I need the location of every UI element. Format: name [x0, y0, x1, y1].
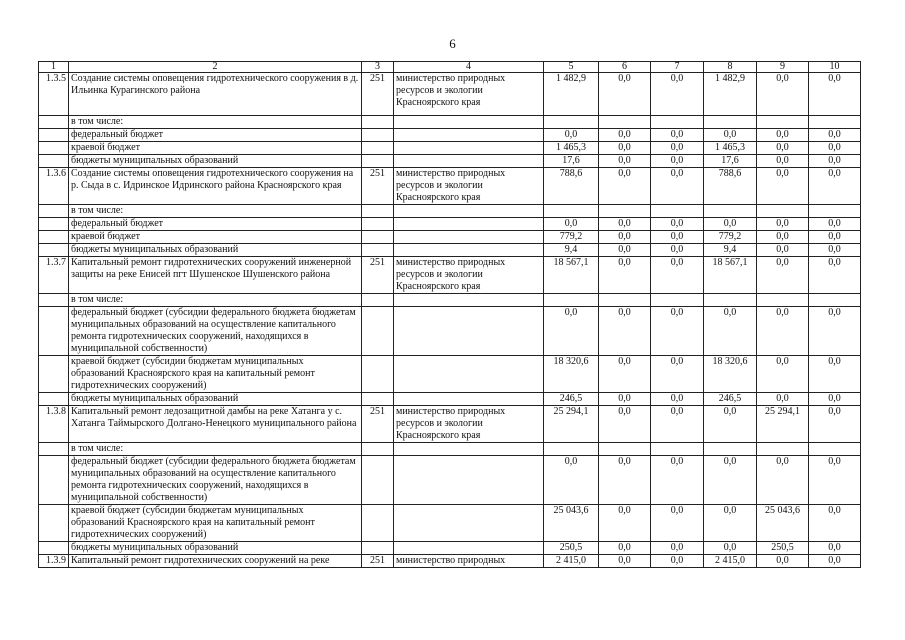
measure-name: Создание системы оповещения гидротехнического сооружения в д. Ильинка Курагинского района	[69, 73, 362, 116]
empty-cell	[394, 356, 544, 393]
empty-cell	[394, 393, 544, 406]
empty-cell	[394, 443, 544, 456]
amount-cell	[599, 116, 651, 129]
funding-source-row	[39, 218, 861, 231]
empty-cell	[362, 129, 394, 142]
amount-cell: 0,0	[651, 542, 704, 555]
measure-name: Капитальный ремонт гидротехнических сооружений на реке	[69, 555, 362, 568]
amount-cell: 0,0	[651, 257, 704, 294]
empty-cell	[362, 356, 394, 393]
amount-cell: 0,0	[809, 142, 861, 155]
amount-cell: 0,0	[651, 406, 704, 443]
amount-cell: 0,0	[757, 244, 809, 257]
amount-cell: 0,0	[704, 456, 757, 505]
empty-cell	[394, 542, 544, 555]
funding-source-row	[39, 393, 861, 406]
empty-cell	[394, 116, 544, 129]
column-number-row	[39, 62, 861, 73]
amount-cell	[704, 205, 757, 218]
empty-cell	[39, 244, 69, 257]
amount-cell: 0,0	[809, 505, 861, 542]
amount-cell: 9,4	[544, 244, 599, 257]
funding-source-row	[39, 231, 861, 244]
amount-cell: 0,0	[704, 406, 757, 443]
empty-cell	[39, 116, 69, 129]
amount-cell: 0,0	[757, 356, 809, 393]
amount-cell	[809, 205, 861, 218]
amount-cell: 0,0	[757, 555, 809, 568]
funding-source-row	[39, 294, 861, 307]
amount-cell	[544, 116, 599, 129]
amount-cell: 25 294,1	[544, 406, 599, 443]
amount-cell	[599, 443, 651, 456]
empty-cell	[394, 129, 544, 142]
amount-cell: 0,0	[599, 555, 651, 568]
budget-table	[38, 61, 861, 568]
amount-cell	[544, 294, 599, 307]
funding-source-row	[39, 505, 861, 542]
responsible-org: министерство природных ресурсов и экологии Красноярского края	[394, 73, 544, 116]
amount-cell: 0,0	[599, 257, 651, 294]
amount-cell: 0,0	[599, 542, 651, 555]
empty-cell	[39, 542, 69, 555]
empty-cell	[362, 443, 394, 456]
amount-cell: 0,0	[757, 73, 809, 116]
funding-source-row	[39, 443, 861, 456]
amount-cell: 0,0	[809, 307, 861, 356]
column-number: 7	[651, 62, 704, 73]
amount-cell: 0,0	[809, 406, 861, 443]
funding-source-name: федеральный бюджет	[69, 129, 362, 142]
amount-cell: 0,0	[809, 393, 861, 406]
amount-cell: 0,0	[599, 356, 651, 393]
amount-cell	[809, 294, 861, 307]
empty-cell	[39, 129, 69, 142]
empty-cell	[39, 456, 69, 505]
column-number: 3	[362, 62, 394, 73]
amount-cell: 1 482,9	[544, 73, 599, 116]
budget-code: 251	[362, 555, 394, 568]
amount-cell: 1 482,9	[704, 73, 757, 116]
measure-row	[39, 73, 861, 116]
measure-number: 1.3.8	[39, 406, 69, 443]
budget-code: 251	[362, 168, 394, 205]
empty-cell	[394, 505, 544, 542]
amount-cell: 25 043,6	[544, 505, 599, 542]
empty-cell	[362, 218, 394, 231]
funding-source-name: в том числе:	[69, 116, 362, 129]
amount-cell: 0,0	[599, 393, 651, 406]
amount-cell	[704, 294, 757, 307]
empty-cell	[394, 231, 544, 244]
amount-cell: 0,0	[809, 155, 861, 168]
amount-cell: 0,0	[651, 142, 704, 155]
empty-cell	[39, 218, 69, 231]
amount-cell: 0,0	[599, 218, 651, 231]
amount-cell: 0,0	[809, 218, 861, 231]
empty-cell	[39, 307, 69, 356]
amount-cell: 2 415,0	[544, 555, 599, 568]
empty-cell	[39, 205, 69, 218]
measure-row	[39, 168, 861, 205]
amount-cell	[704, 443, 757, 456]
amount-cell	[544, 205, 599, 218]
amount-cell: 0,0	[809, 129, 861, 142]
amount-cell: 0,0	[651, 155, 704, 168]
measure-row	[39, 257, 861, 294]
amount-cell: 0,0	[651, 231, 704, 244]
empty-cell	[362, 244, 394, 257]
amount-cell: 17,6	[544, 155, 599, 168]
funding-source-name: федеральный бюджет (субсидии федерального бюджета бюджетам муниципальных образований на осуществление капитального ремонта гидротехнических сооружений, находящихся в муниципальной собственности)	[69, 307, 362, 356]
measure-number: 1.3.7	[39, 257, 69, 294]
empty-cell	[39, 155, 69, 168]
amount-cell: 0,0	[599, 244, 651, 257]
funding-source-row	[39, 244, 861, 257]
empty-cell	[362, 116, 394, 129]
amount-cell: 0,0	[599, 155, 651, 168]
responsible-org: министерство природных ресурсов и экологии Красноярского края	[394, 406, 544, 443]
amount-cell: 788,6	[544, 168, 599, 205]
empty-cell	[394, 205, 544, 218]
amount-cell: 0,0	[544, 456, 599, 505]
amount-cell: 0,0	[599, 307, 651, 356]
empty-cell	[394, 244, 544, 257]
measure-number: 1.3.6	[39, 168, 69, 205]
budget-code: 251	[362, 406, 394, 443]
funding-source-row	[39, 116, 861, 129]
amount-cell: 0,0	[651, 218, 704, 231]
empty-cell	[362, 505, 394, 542]
amount-cell: 0,0	[651, 129, 704, 142]
funding-source-name: бюджеты муниципальных образований	[69, 244, 362, 257]
amount-cell: 0,0	[704, 505, 757, 542]
responsible-org: министерство природных ресурсов и экологии Красноярского края	[394, 257, 544, 294]
amount-cell: 0,0	[599, 231, 651, 244]
amount-cell: 0,0	[651, 307, 704, 356]
amount-cell: 0,0	[599, 142, 651, 155]
amount-cell	[599, 205, 651, 218]
empty-cell	[39, 142, 69, 155]
amount-cell: 0,0	[544, 307, 599, 356]
funding-source-name: в том числе:	[69, 443, 362, 456]
amount-cell: 0,0	[599, 456, 651, 505]
empty-cell	[394, 456, 544, 505]
amount-cell: 0,0	[757, 218, 809, 231]
empty-cell	[394, 142, 544, 155]
amount-cell: 0,0	[757, 393, 809, 406]
funding-source-name: краевой бюджет (субсидии бюджетам муниципальных образований Красноярского края на капитальный ремонт гидротехнических сооружений)	[69, 505, 362, 542]
amount-cell: 0,0	[704, 218, 757, 231]
amount-cell	[757, 205, 809, 218]
empty-cell	[394, 155, 544, 168]
empty-cell	[362, 142, 394, 155]
amount-cell: 0,0	[757, 257, 809, 294]
amount-cell: 246,5	[544, 393, 599, 406]
amount-cell: 0,0	[651, 356, 704, 393]
amount-cell: 18 320,6	[544, 356, 599, 393]
empty-cell	[39, 505, 69, 542]
amount-cell: 0,0	[809, 356, 861, 393]
amount-cell: 0,0	[599, 505, 651, 542]
amount-cell: 0,0	[704, 307, 757, 356]
amount-cell: 779,2	[544, 231, 599, 244]
empty-cell	[39, 443, 69, 456]
funding-source-row	[39, 205, 861, 218]
amount-cell	[809, 116, 861, 129]
empty-cell	[39, 231, 69, 244]
amount-cell	[651, 294, 704, 307]
amount-cell: 0,0	[757, 142, 809, 155]
amount-cell	[651, 116, 704, 129]
amount-cell: 17,6	[704, 155, 757, 168]
funding-source-name: федеральный бюджет (субсидии федерального бюджета бюджетам муниципальных образований на осуществление капитального ремонта гидротехнических сооружений, находящихся в муниципальной собственности)	[69, 456, 362, 505]
funding-source-row	[39, 542, 861, 555]
amount-cell: 0,0	[809, 257, 861, 294]
funding-source-row	[39, 129, 861, 142]
empty-cell	[394, 294, 544, 307]
funding-source-row	[39, 307, 861, 356]
funding-source-name: краевой бюджет	[69, 231, 362, 244]
amount-cell: 788,6	[704, 168, 757, 205]
amount-cell: 0,0	[757, 129, 809, 142]
empty-cell	[362, 307, 394, 356]
funding-source-name: краевой бюджет (субсидии бюджетам муниципальных образований Красноярского края на капитальный ремонт гидротехнических сооружений)	[69, 356, 362, 393]
column-number: 6	[599, 62, 651, 73]
measure-number: 1.3.5	[39, 73, 69, 116]
measure-row	[39, 406, 861, 443]
amount-cell: 0,0	[809, 244, 861, 257]
empty-cell	[362, 393, 394, 406]
amount-cell: 250,5	[757, 542, 809, 555]
column-number: 1	[39, 62, 69, 73]
amount-cell: 0,0	[651, 393, 704, 406]
page-number: 6	[449, 36, 456, 51]
amount-cell: 0,0	[651, 244, 704, 257]
funding-source-name: федеральный бюджет	[69, 218, 362, 231]
amount-cell: 0,0	[757, 168, 809, 205]
measure-name: Создание системы оповещения гидротехнического сооружения на р. Сыда в с. Идринское Идринского района Красноярского края	[69, 168, 362, 205]
amount-cell: 18 567,1	[704, 257, 757, 294]
amount-cell: 1 465,3	[704, 142, 757, 155]
column-number: 8	[704, 62, 757, 73]
amount-cell: 18 567,1	[544, 257, 599, 294]
empty-cell	[362, 542, 394, 555]
measure-name: Капитальный ремонт гидротехнических сооружений инженерной защиты на реке Енисей пгт Шушенское Шушенского района	[69, 257, 362, 294]
amount-cell: 0,0	[809, 168, 861, 205]
funding-source-row	[39, 356, 861, 393]
funding-source-row	[39, 155, 861, 168]
amount-cell: 0,0	[809, 456, 861, 505]
amount-cell	[544, 443, 599, 456]
amount-cell: 0,0	[651, 505, 704, 542]
amount-cell: 0,0	[651, 555, 704, 568]
amount-cell: 0,0	[704, 129, 757, 142]
amount-cell: 0,0	[651, 168, 704, 205]
amount-cell: 9,4	[704, 244, 757, 257]
empty-cell	[39, 294, 69, 307]
funding-source-name: бюджеты муниципальных образований	[69, 542, 362, 555]
measure-row	[39, 555, 861, 568]
amount-cell: 0,0	[599, 129, 651, 142]
amount-cell: 0,0	[809, 542, 861, 555]
amount-cell: 0,0	[757, 231, 809, 244]
budget-code: 251	[362, 73, 394, 116]
amount-cell: 25 043,6	[757, 505, 809, 542]
empty-cell	[362, 155, 394, 168]
column-number: 4	[394, 62, 544, 73]
column-number: 9	[757, 62, 809, 73]
amount-cell: 0,0	[757, 307, 809, 356]
amount-cell	[704, 116, 757, 129]
funding-source-name: в том числе:	[69, 205, 362, 218]
amount-cell: 0,0	[544, 218, 599, 231]
amount-cell: 246,5	[704, 393, 757, 406]
column-number: 5	[544, 62, 599, 73]
empty-cell	[362, 231, 394, 244]
amount-cell: 0,0	[651, 456, 704, 505]
empty-cell	[362, 294, 394, 307]
empty-cell	[39, 393, 69, 406]
amount-cell: 0,0	[809, 555, 861, 568]
funding-source-name: бюджеты муниципальных образований	[69, 155, 362, 168]
amount-cell	[757, 294, 809, 307]
amount-cell: 0,0	[651, 73, 704, 116]
funding-source-row	[39, 142, 861, 155]
amount-cell	[757, 116, 809, 129]
column-number: 2	[69, 62, 362, 73]
amount-cell: 18 320,6	[704, 356, 757, 393]
amount-cell	[651, 443, 704, 456]
amount-cell: 0,0	[757, 155, 809, 168]
amount-cell: 0,0	[757, 456, 809, 505]
amount-cell	[599, 294, 651, 307]
empty-cell	[394, 307, 544, 356]
empty-cell	[362, 205, 394, 218]
amount-cell: 0,0	[599, 168, 651, 205]
amount-cell	[651, 205, 704, 218]
amount-cell: 0,0	[704, 542, 757, 555]
funding-source-name: краевой бюджет	[69, 142, 362, 155]
amount-cell: 250,5	[544, 542, 599, 555]
amount-cell: 1 465,3	[544, 142, 599, 155]
amount-cell: 779,2	[704, 231, 757, 244]
measure-number: 1.3.9	[39, 555, 69, 568]
funding-source-name: бюджеты муниципальных образований	[69, 393, 362, 406]
funding-source-name: в том числе:	[69, 294, 362, 307]
amount-cell: 0,0	[809, 231, 861, 244]
empty-cell	[394, 218, 544, 231]
amount-cell: 2 415,0	[704, 555, 757, 568]
empty-cell	[362, 456, 394, 505]
empty-cell	[39, 356, 69, 393]
budget-code: 251	[362, 257, 394, 294]
measure-name: Капитальный ремонт ледозащитной дамбы на реке Хатанга у с. Хатанга Таймырского Долгано-Ненецкого муниципального района	[69, 406, 362, 443]
amount-cell: 0,0	[544, 129, 599, 142]
funding-source-row	[39, 456, 861, 505]
amount-cell: 0,0	[599, 406, 651, 443]
amount-cell: 0,0	[809, 73, 861, 116]
column-number: 10	[809, 62, 861, 73]
amount-cell: 0,0	[599, 73, 651, 116]
amount-cell	[809, 443, 861, 456]
amount-cell: 25 294,1	[757, 406, 809, 443]
responsible-org: министерство природных ресурсов и экологии Красноярского края	[394, 168, 544, 205]
amount-cell	[757, 443, 809, 456]
responsible-org: министерство природных	[394, 555, 544, 568]
